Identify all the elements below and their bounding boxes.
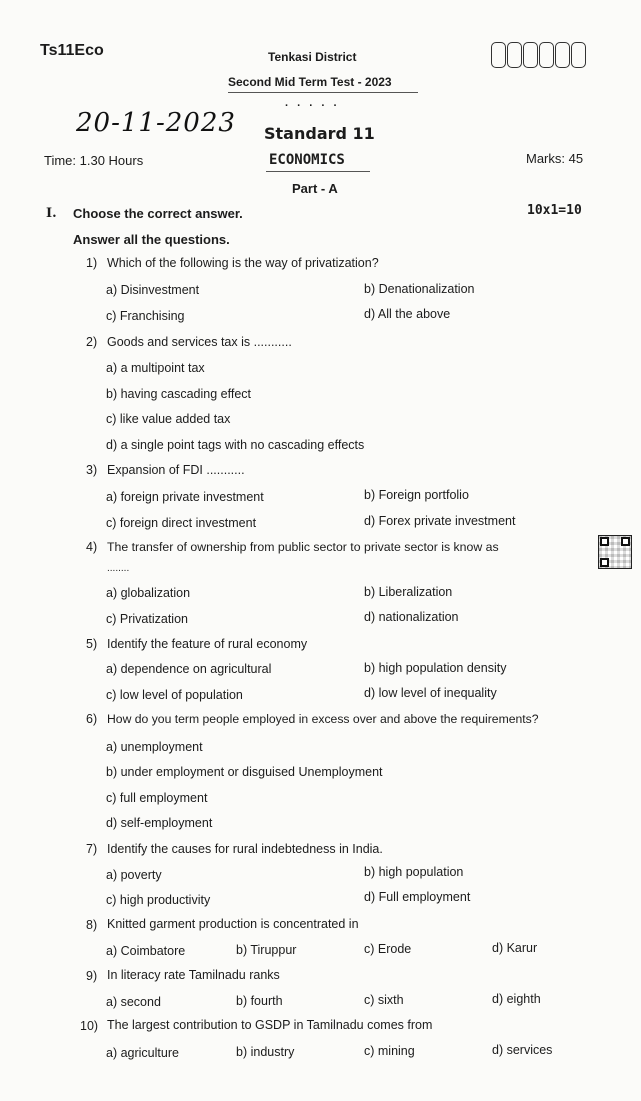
- test-name: Second Mid Term Test - 2023: [228, 75, 392, 89]
- option-b: b) having cascading effect: [106, 387, 252, 401]
- option-b: b) Liberalization: [364, 585, 453, 599]
- subject-title: ECONOMICS: [269, 152, 345, 168]
- question-text: In literacy rate Tamilnadu ranks: [107, 968, 280, 982]
- section-instruction: Answer all the questions.: [73, 232, 230, 247]
- question-text: Knitted garment production is concentrated in: [107, 917, 359, 931]
- option-d: d) All the above: [364, 307, 451, 321]
- question-text: How do you term people employed in excess over and above the requirements?: [107, 712, 539, 726]
- option-c: c) mining: [364, 1044, 415, 1058]
- question-number: 7): [86, 842, 98, 856]
- option-d: d) nationalization: [364, 610, 459, 624]
- option-d: d) low level of inequality: [364, 686, 497, 700]
- total-marks: Marks: 45: [526, 151, 584, 166]
- option-a: a) unemployment: [106, 740, 203, 754]
- option-c: c) Privatization: [106, 612, 188, 626]
- question-number: 10): [80, 1019, 99, 1033]
- question-text: Expansion of FDI ...........: [107, 463, 245, 477]
- option-a: a) a multipoint tax: [106, 361, 205, 375]
- question-text-continued: ........: [107, 563, 130, 574]
- question-number: 1): [86, 256, 98, 270]
- option-c: c) Franchising: [106, 309, 185, 323]
- option-d: d) a single point tags with no cascading effects: [106, 438, 365, 452]
- test-name-underline: [228, 92, 418, 93]
- part-label: Part - A: [292, 181, 338, 196]
- option-a: a) Disinvestment: [106, 283, 200, 297]
- option-b: b) industry: [236, 1045, 295, 1059]
- register-number-box: [555, 42, 570, 68]
- question-text: Goods and services tax is ...........: [107, 335, 292, 349]
- option-d: d) eighth: [492, 992, 541, 1006]
- subject-underline: [266, 171, 370, 172]
- district-name: Tenkasi District: [268, 50, 357, 64]
- option-d: d) Full employment: [364, 890, 471, 904]
- register-number-box: [571, 42, 586, 68]
- question-number: 2): [86, 335, 98, 349]
- option-a: a) poverty: [106, 868, 162, 882]
- question-text: The transfer of ownership from public sector to private sector is know as: [107, 540, 499, 554]
- decorative-dots: . . . . .: [285, 97, 340, 109]
- register-number-box: [539, 42, 554, 68]
- option-d: d) services: [492, 1043, 553, 1057]
- option-a: a) agriculture: [106, 1046, 179, 1060]
- option-d: d) Forex private investment: [364, 514, 516, 528]
- question-text: Identify the causes for rural indebtedness in India.: [107, 842, 383, 856]
- option-c: c) full employment: [106, 791, 208, 805]
- option-b: b) Denationalization: [364, 282, 475, 296]
- option-b: b) fourth: [236, 994, 283, 1008]
- question-number: 3): [86, 463, 98, 477]
- option-c: c) sixth: [364, 993, 404, 1007]
- option-b: b) Foreign portfolio: [364, 488, 469, 502]
- option-d: d) Karur: [492, 941, 538, 955]
- section-marks: 10x1=10: [527, 203, 582, 218]
- register-number-box: [491, 42, 506, 68]
- option-b: b) under employment or disguised Unemployment: [106, 765, 383, 779]
- question-number: 4): [86, 540, 98, 554]
- option-c: c) Erode: [364, 942, 412, 956]
- register-number-box: [507, 42, 522, 68]
- question-number: 6): [86, 712, 98, 726]
- question-number: 8): [86, 918, 98, 932]
- handwritten-date: 20-11-2023: [76, 108, 236, 138]
- option-b: b) high population: [364, 865, 464, 879]
- option-b: b) high population density: [364, 661, 507, 675]
- section-number: I.: [46, 206, 57, 221]
- option-c: c) low level of population: [106, 688, 243, 702]
- question-number: 9): [86, 969, 98, 983]
- standard-label: Standard 11: [264, 124, 375, 143]
- question-text: Identify the feature of rural economy: [107, 637, 308, 651]
- section-title: Choose the correct answer.: [73, 206, 243, 221]
- option-a: a) Coimbatore: [106, 944, 186, 958]
- option-c: c) foreign direct investment: [106, 516, 257, 530]
- option-c: c) high productivity: [106, 893, 211, 907]
- paper-code: Ts11Eco: [40, 42, 104, 59]
- question-text: The largest contribution to GSDP in Tamilnadu comes from: [107, 1018, 433, 1032]
- option-d: d) self-employment: [106, 816, 213, 830]
- question-text: Which of the following is the way of privatization?: [107, 256, 379, 270]
- question-number: 5): [86, 637, 98, 651]
- option-b: b) Tiruppur: [236, 943, 297, 957]
- option-c: c) like value added tax: [106, 412, 231, 426]
- option-a: a) globalization: [106, 586, 191, 600]
- option-a: a) second: [106, 995, 161, 1009]
- register-number-boxes: [491, 42, 586, 68]
- qr-code-icon: [598, 535, 632, 569]
- time-label: Time: 1.30 Hours: [44, 153, 144, 168]
- option-a: a) dependence on agricultural: [106, 662, 272, 676]
- register-number-box: [523, 42, 538, 68]
- option-a: a) foreign private investment: [106, 490, 264, 504]
